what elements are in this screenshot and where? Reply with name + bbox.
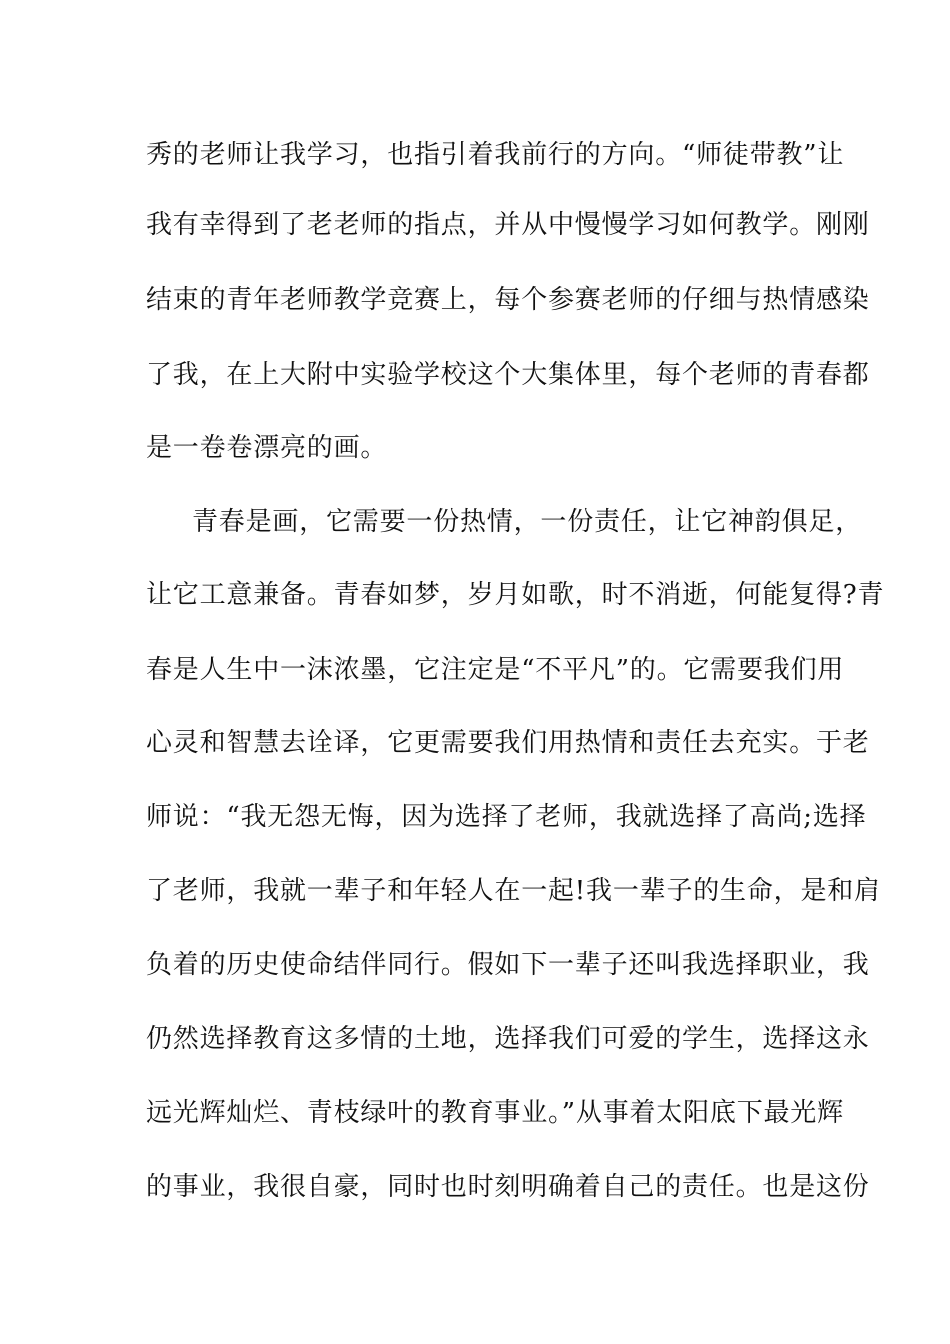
text-line: 秀的老师让我学习，也指引着我前行的方向。“师徒带教”让 [146,140,845,170]
paragraph-start-line: 青春是画，它需要一份热情，一份责任，让它神韵俱足， [192,507,863,537]
text-line: 仍然选择教育这多情的土地，选择我们可爱的学生，选择这永 [146,1024,870,1054]
text-line: 的事业，我很自豪，同时也时刻明确着自己的责任。也是这份 [146,1172,870,1202]
text-line: 结束的青年老师教学竞赛上，每个参赛老师的仔细与热情感染 [146,285,870,315]
text-line: 是一卷卷漂亮的画。 [146,433,388,463]
text-line: 我有幸得到了老老师的指点，并从中慢慢学习如何教学。刚刚 [146,210,870,240]
text-line: 让它工意兼备。青春如梦，岁月如歌，时不消逝，何能复得?青 [146,580,885,610]
text-line: 了我，在上大附中实验学校这个大集体里，每个老师的青春都 [146,360,870,390]
text-line: 师说：“我无怨无悔，因为选择了老师，我就选择了高尚;选择 [146,802,867,832]
text-line: 心灵和智慧去诠译，它更需要我们用热情和责任去充实。于老 [146,728,870,758]
text-line: 了老师，我就一辈子和年轻人在一起!我一辈子的生命，是和肩 [146,876,881,906]
text-line: 远光辉灿烂、青枝绿叶的教育事业。”从事着太阳底下最光辉 [146,1098,844,1128]
text-line: 春是人生中一沫浓墨，它注定是“不平凡”的。它需要我们用 [146,655,845,685]
text-line: 负着的历史使命结伴同行。假如下一辈子还叫我选择职业，我 [146,950,870,980]
